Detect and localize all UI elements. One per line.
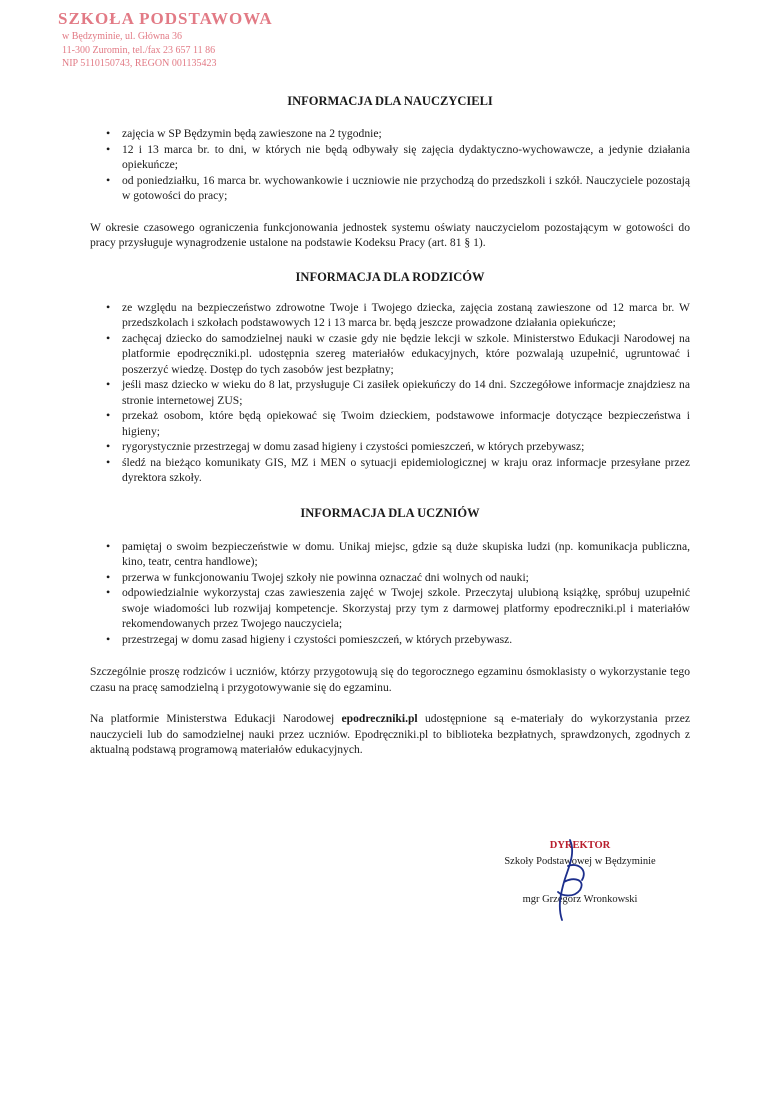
list-item: • śledź na bieżąco komunikaty GIS, MZ i MEN o sytuacji epidemiologicznej w kraju oraz informacje przesyłane przez dyrektora szkoły. xyxy=(90,455,690,486)
list-item: • przestrzegaj w domu zasad higieny i czystości pomieszczeń, w których przebywasz. xyxy=(90,632,690,648)
stamp-contact: 11-300 Zuromin, tel./fax 23 657 11 86 xyxy=(62,44,216,56)
list-item: • odpowiedzialnie wykorzystaj czas zawieszenia zajęć w Twojej szkole. Przeczytaj ulubioną książkę, spróbuj uzupełnić swoje wiadomości lub rozwijaj kompetencje. Skorzystaj przy tym z darmowej platformy epodreczniki.pl i materiałów rekomendowanych przez Twojego nauczyciela; xyxy=(90,585,690,632)
stamp-title: SZKOŁA PODSTAWOWA xyxy=(58,9,273,28)
platform-link[interactable]: epodreczniki.pl xyxy=(341,712,418,725)
list-item: • zajęcia w SP Będzymin będą zawieszone na 2 tygodnie; xyxy=(90,126,690,142)
exam-note: Szczególnie proszę rodziców i uczniów, którzy przygotowują się do tegorocznego egzaminu ósmoklasisty o wykorzystanie tego czasu na pracę samodzielną i przygotowywanie się do egzaminu. xyxy=(90,665,690,694)
signature-name: mgr Grzegorz Wronkowski xyxy=(522,894,638,905)
list-item: • 12 i 13 marca br. to dni, w których nie będą odbywały się zajęcia dydaktyczno-wychowawcze, a jedynie działania opiekuńcze; xyxy=(90,142,690,173)
platform-text-after: udostępnione są e-materiały do wykorzystania przez nauczycieli lub do samodzielnej nauki przez uczniów. Epodręczniki.pl to biblioteka bezpłatnych, sprawdzonych, zgodnych z aktualną podstawą programową materiałów edukacyjnych. xyxy=(90,712,690,756)
list-item: • zachęcaj dziecko do samodzielnej nauki w czasie gdy nie będzie lekcji w szkole. Ministerstwo Edukacji Narodowej na platformie epodręczniki.pl. udostępnia szereg materiałów edukacyjnych, które pozwalają uzupełnić, ugruntować i poszerzyć wiedzę. Dostęp do tych zasobów jest bezpłatny; xyxy=(90,331,690,378)
teachers-paragraph: W okresie czasowego ograniczenia funkcjonowania jednostek systemu oświaty nauczycielom pozostającym w gotowości do pracy przysługuje wynagrodzenie ustalone na podstawie Kodeksu Pracy (art. 81 § 1). xyxy=(90,220,690,249)
list-item: • rygorystycznie przestrzegaj w domu zasad higieny i czystości pomieszczeń, w których przebywasz; xyxy=(90,439,690,455)
students-list xyxy=(90,539,690,648)
list-item: • przerwa w funkcjonowaniu Twojej szkoły nie powinna oznaczać dni wolnych od nauki; xyxy=(90,570,690,586)
parents-heading: INFORMACJA DLA RODZICÓW xyxy=(295,269,485,284)
signature-school: Szkoły Podstawowej w Będzyminie xyxy=(504,856,656,867)
school-stamp xyxy=(58,8,298,70)
list-item: • jeśli masz dziecko w wieku do 8 lat, przysługuje Ci zasiłek opiekuńczy do 14 dni. Szczegółowe informacje znajdziesz na stronie internetowej ZUS; xyxy=(90,377,690,408)
stamp-registry: NIP 5110150743, REGON 001135423 xyxy=(62,57,217,69)
list-item: • od poniedziałku, 16 marca br. wychowankowie i uczniowie nie przychodzą do przedszkoli i szkół. Nauczyciele pozostają w gotowości do pracy; xyxy=(90,173,690,204)
stamp-address: w Będzyminie, ul. Główna 36 xyxy=(62,31,182,43)
platform-paragraph xyxy=(90,711,690,758)
document-body xyxy=(90,94,690,758)
teachers-heading: INFORMACJA DLA NAUCZYCIELI xyxy=(287,94,493,108)
list-item: • pamiętaj o swoim bezpieczeństwie w domu. Unikaj miejsc, gdzie są duże skupiska ludzi (np. komunikacja publiczna, kino, teatr, centra handlowe); xyxy=(90,539,690,570)
students-heading: INFORMACJA DLA UCZNIÓW xyxy=(300,505,480,520)
teachers-list xyxy=(90,126,690,204)
handwritten-signature xyxy=(540,836,600,926)
list-item: • ze względu na bezpieczeństwo zdrowotne Twoje i Twojego dziecka, zajęcia zostaną zawieszone od 12 marca br. W przedszkolach i szkołach podstawowych 12 i 13 marca br. będą jeszcze prowadzone działania opiekuńcze; xyxy=(90,300,690,331)
signature-role: DYREKTOR xyxy=(549,840,611,851)
parents-list xyxy=(90,300,690,486)
platform-text-before: Na platformie Ministerstwa Edukacji Narodowej xyxy=(90,712,342,725)
list-item: • przekaż osobom, które będą opiekować się Twoim dzieckiem, podstawowe informacje dotyczące bezpieczeństwa i higieny; xyxy=(90,408,690,439)
